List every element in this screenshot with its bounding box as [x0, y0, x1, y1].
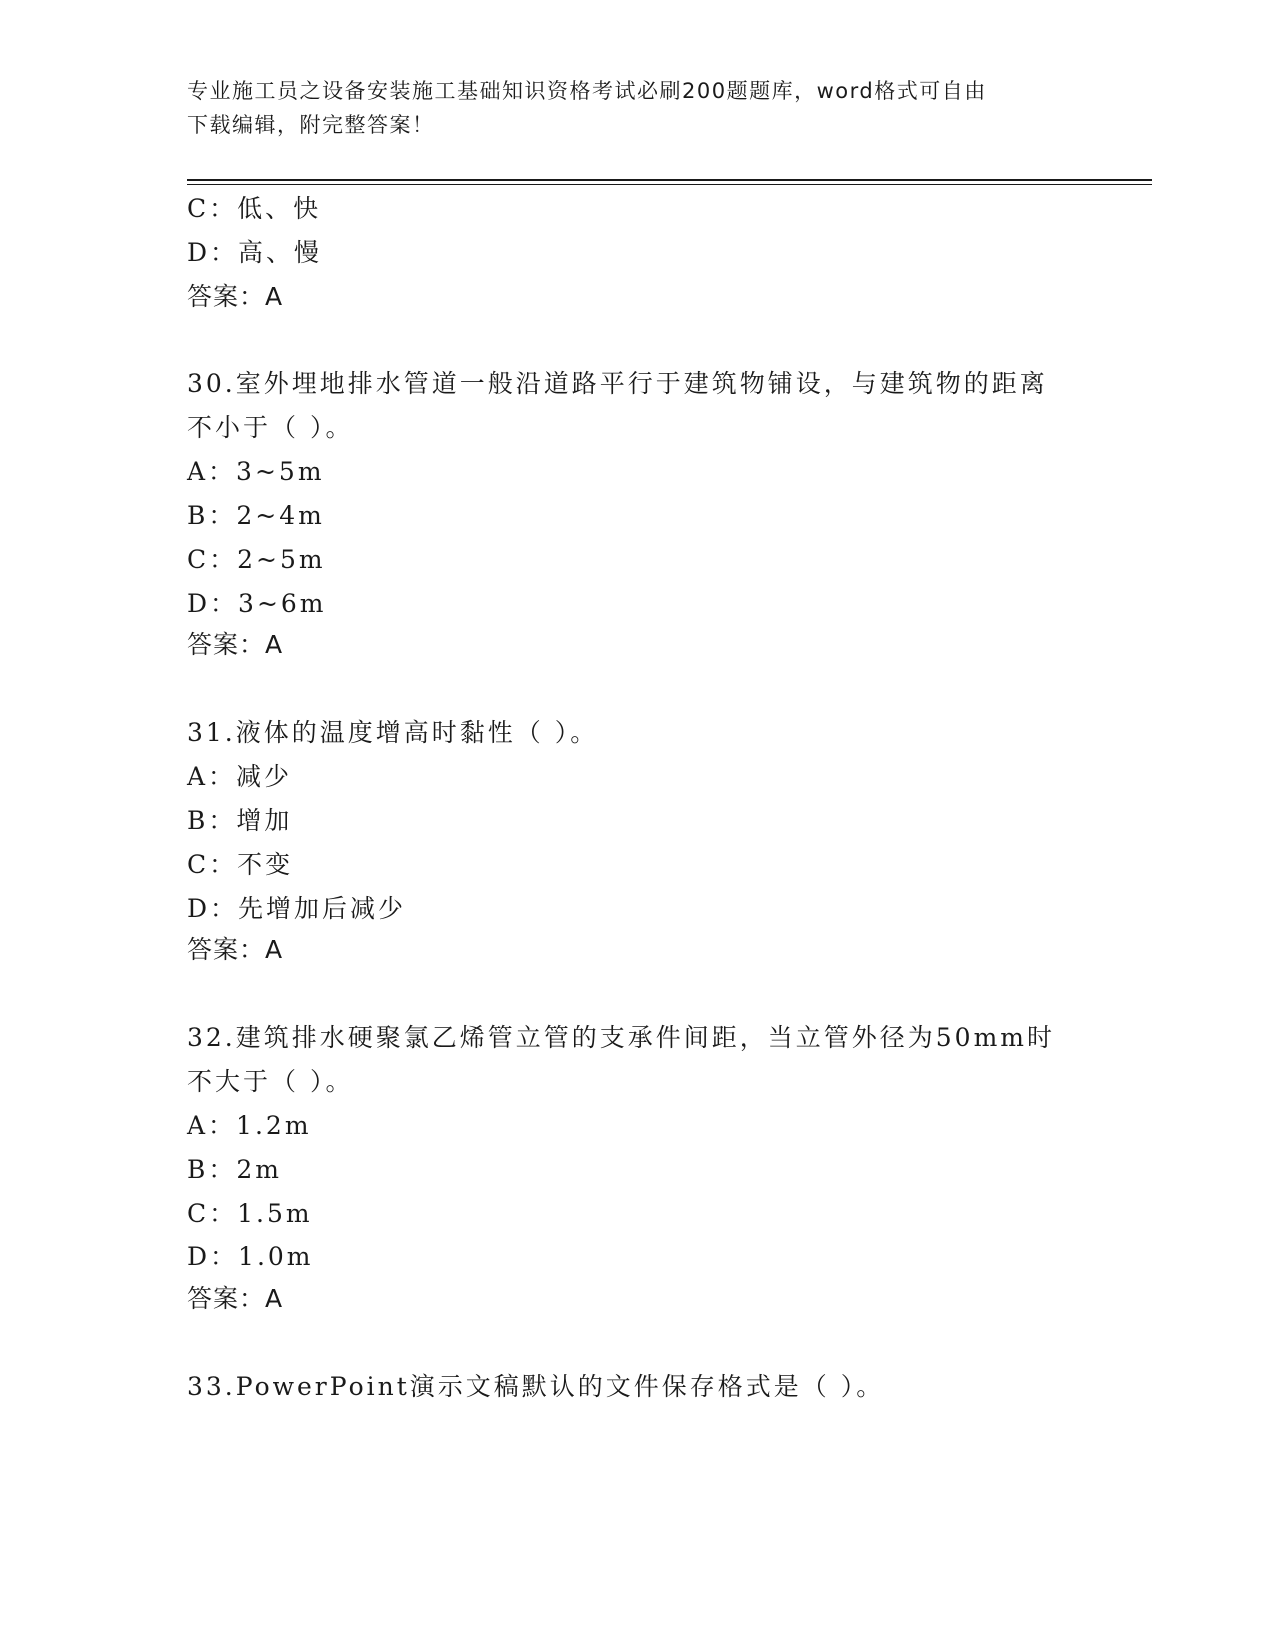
q29-option-d: D：高、慢	[187, 238, 323, 267]
q31-answer: 答案：A	[187, 935, 284, 964]
header-title-line-2: 下载编辑，附完整答案！	[187, 113, 435, 137]
q30-option-c: C：2~5m	[187, 545, 326, 574]
q31-option-b: B：增加	[187, 806, 293, 835]
q30-answer: 答案：A	[187, 630, 284, 659]
q32-option-c: C：1.5m	[187, 1199, 313, 1228]
q33-stem: 33.PowerPoint演示文稿默认的文件保存格式是（ ）。	[187, 1372, 885, 1401]
q32-option-a: A：1.2m	[187, 1111, 312, 1140]
q30-option-d: D：3~6m	[187, 589, 327, 618]
q29-answer: 答案：A	[187, 282, 284, 311]
q30-stem-line-2: 不小于（ ）。	[187, 413, 354, 442]
q32-answer: 答案：A	[187, 1284, 284, 1313]
q30-stem-line-1: 30.室外埋地排水管道一般沿道路平行于建筑物铺设，与建筑物的距离	[187, 369, 1048, 398]
q31-stem: 31.液体的温度增高时黏性（ ）。	[187, 718, 599, 747]
q29-option-c: C：低、快	[187, 194, 322, 223]
document-header	[187, 74, 1067, 142]
header-title-line-1: 专业施工员之设备安装施工基础知识资格考试必刷200题题库，word格式可自由	[187, 79, 987, 103]
q32-option-b: B：2m	[187, 1155, 282, 1184]
header-divider-thick	[187, 179, 1152, 181]
q32-option-d: D：1.0m	[187, 1242, 314, 1271]
q32-stem-line-1: 32.建筑排水硬聚氯乙烯管立管的支承件间距，当立管外径为50mm时	[187, 1023, 1055, 1052]
q32-stem-line-2: 不大于（ ）。	[187, 1067, 354, 1096]
q30-option-b: B：2~4m	[187, 501, 325, 530]
q31-option-d: D：先增加后减少	[187, 894, 407, 923]
q30-option-a: A：3~5m	[187, 457, 325, 486]
q31-option-a: A：减少	[187, 762, 293, 791]
q31-option-c: C：不变	[187, 850, 294, 879]
header-divider-thin	[187, 184, 1152, 185]
